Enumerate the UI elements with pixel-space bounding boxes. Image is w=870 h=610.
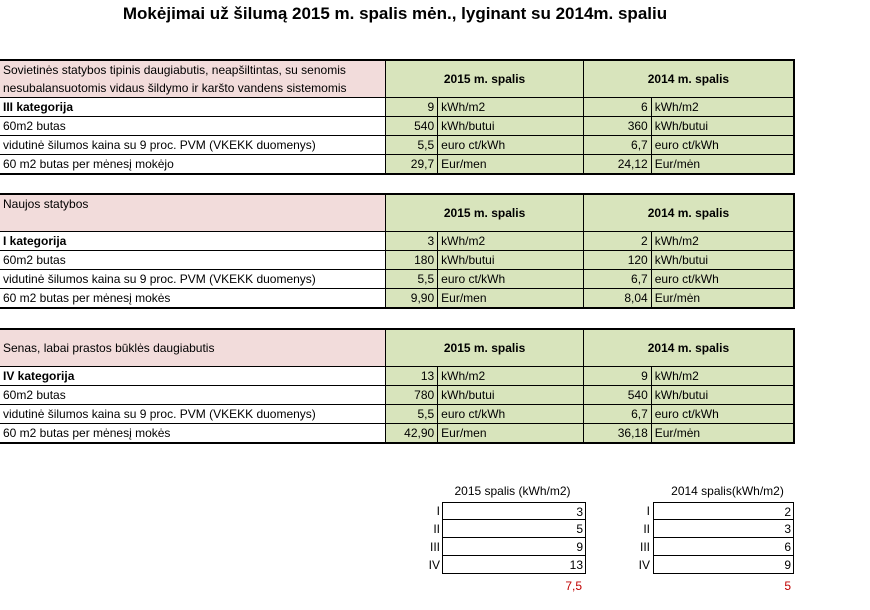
row-label: III kategorija [0, 98, 386, 117]
category-label: III [429, 540, 440, 554]
summary-row [400, 502, 590, 520]
average-value: 7,5 [565, 579, 582, 593]
summary-row [610, 538, 800, 556]
comparison-table-old [0, 328, 795, 444]
unit-2015: Eur/men [438, 423, 584, 443]
header-2014: 2014 m. spalis [583, 329, 794, 366]
summary-row [400, 520, 590, 538]
unit-2014: kWh/butui [651, 117, 794, 136]
header-2014: 2014 m. spalis [583, 194, 794, 231]
value-2015: 9 [386, 98, 438, 117]
row-label: 60 m2 butas per mėnesį mokės [0, 423, 386, 443]
building-description: Sovietinės statybos tipinis daugiabutis, neapšiltintas, su senomis nesubalansuotomis vidaus šildymo ir karšto vandens sistemomis [0, 60, 386, 98]
summary-row [610, 556, 800, 574]
table-row [0, 423, 794, 443]
table-row [0, 117, 794, 136]
value-2014: 9 [583, 366, 651, 385]
unit-2014: euro ct/kWh [651, 136, 794, 155]
unit-2015: euro ct/kWh [438, 136, 584, 155]
category-value: 6 [653, 538, 794, 556]
table-row [0, 385, 794, 404]
value-2015: 180 [386, 250, 438, 269]
value-2014: 360 [583, 117, 651, 136]
header-2015: 2015 m. spalis [386, 60, 584, 98]
comparison-table-soviet [0, 59, 795, 175]
unit-2014: euro ct/kWh [651, 269, 794, 288]
category-label: IV [428, 558, 440, 572]
table-row [0, 98, 794, 117]
summary-row [400, 538, 590, 556]
value-2014: 24,12 [583, 155, 651, 175]
summary-title: 2015 spalis (kWh/m2) [454, 484, 571, 498]
row-label: 60 m2 butas per mėnesį mokėjo [0, 155, 386, 175]
row-label: vidutinė šilumos kaina su 9 proc. PVM (VKEKK duomenys) [0, 404, 386, 423]
header-2015: 2015 m. spalis [386, 329, 584, 366]
unit-2014: kWh/butui [651, 250, 794, 269]
value-2015: 5,5 [386, 269, 438, 288]
summary-title: 2014 spalis(kWh/m2) [671, 484, 784, 498]
average-value: 5 [784, 579, 791, 593]
category-value: 13 [442, 556, 586, 574]
value-2015: 5,5 [386, 136, 438, 155]
value-2014: 120 [583, 250, 651, 269]
unit-2014: Eur/mėn [651, 423, 794, 443]
unit-2015: euro ct/kWh [438, 404, 584, 423]
value-2014: 6,7 [583, 269, 651, 288]
summary-row [400, 556, 590, 574]
category-value: 9 [653, 556, 794, 574]
category-value: 9 [442, 538, 586, 556]
summary-2015 [400, 484, 590, 599]
category-label: I [646, 504, 650, 518]
value-2015: 5,5 [386, 404, 438, 423]
summary-2014 [610, 484, 800, 599]
unit-2015: kWh/butui [438, 385, 584, 404]
unit-2015: kWh/butui [438, 250, 584, 269]
row-label: 60m2 butas [0, 117, 386, 136]
row-label: 60m2 butas [0, 385, 386, 404]
value-2015: 540 [386, 117, 438, 136]
unit-2014: kWh/butui [651, 385, 794, 404]
value-2014: 540 [583, 385, 651, 404]
value-2015: 3 [386, 231, 438, 250]
header-2014: 2014 m. spalis [583, 60, 794, 98]
row-label: 60m2 butas [0, 250, 386, 269]
table-row [0, 288, 794, 308]
table-row [0, 250, 794, 269]
unit-2015: kWh/m2 [438, 98, 584, 117]
row-label: IV kategorija [0, 366, 386, 385]
value-2014: 36,18 [583, 423, 651, 443]
category-value: 2 [653, 502, 794, 520]
value-2014: 6 [583, 98, 651, 117]
value-2014: 8,04 [583, 288, 651, 308]
category-label: II [643, 522, 650, 536]
value-2014: 2 [583, 231, 651, 250]
header-2015: 2015 m. spalis [386, 194, 584, 231]
summary-row [610, 520, 800, 538]
value-2014: 6,7 [583, 404, 651, 423]
unit-2014: kWh/m2 [651, 231, 794, 250]
unit-2015: Eur/men [438, 155, 584, 175]
unit-2014: euro ct/kWh [651, 404, 794, 423]
category-value: 3 [442, 502, 586, 520]
row-label: vidutinė šilumos kaina su 9 proc. PVM (VKEKK duomenys) [0, 136, 386, 155]
page-title: Mokėjimai už šilumą 2015 m. spalis mėn., lyginant su 2014m. spaliu [122, 4, 668, 23]
unit-2015: kWh/butui [438, 117, 584, 136]
table-row [0, 269, 794, 288]
unit-2015: euro ct/kWh [438, 269, 584, 288]
value-2015: 780 [386, 385, 438, 404]
unit-2015: kWh/m2 [438, 231, 584, 250]
table-row [0, 136, 794, 155]
table-row [0, 155, 794, 175]
category-label: II [433, 522, 440, 536]
row-label: I kategorija [0, 231, 386, 250]
category-label: III [639, 540, 650, 554]
unit-2014: Eur/mėn [651, 288, 794, 308]
value-2015: 29,7 [386, 155, 438, 175]
category-value: 5 [442, 520, 586, 538]
comparison-table-new [0, 193, 795, 309]
row-label: vidutinė šilumos kaina su 9 proc. PVM (VKEKK duomenys) [0, 269, 386, 288]
value-2014: 6,7 [583, 136, 651, 155]
summary-row [610, 502, 800, 520]
category-label: I [436, 504, 440, 518]
table-row [0, 366, 794, 385]
value-2015: 9,90 [386, 288, 438, 308]
unit-2015: Eur/men [438, 288, 584, 308]
table-row [0, 231, 794, 250]
building-description: Naujos statybos [0, 194, 386, 231]
category-value: 3 [653, 520, 794, 538]
building-description: Senas, labai prastos būklės daugiabutis [0, 329, 386, 366]
unit-2014: kWh/m2 [651, 366, 794, 385]
unit-2014: Eur/mėn [651, 155, 794, 175]
table-row [0, 404, 794, 423]
value-2015: 42,90 [386, 423, 438, 443]
unit-2015: kWh/m2 [438, 366, 584, 385]
value-2015: 13 [386, 366, 438, 385]
category-label: IV [638, 558, 650, 572]
row-label: 60 m2 butas per mėnesį mokės [0, 288, 386, 308]
unit-2014: kWh/m2 [651, 98, 794, 117]
